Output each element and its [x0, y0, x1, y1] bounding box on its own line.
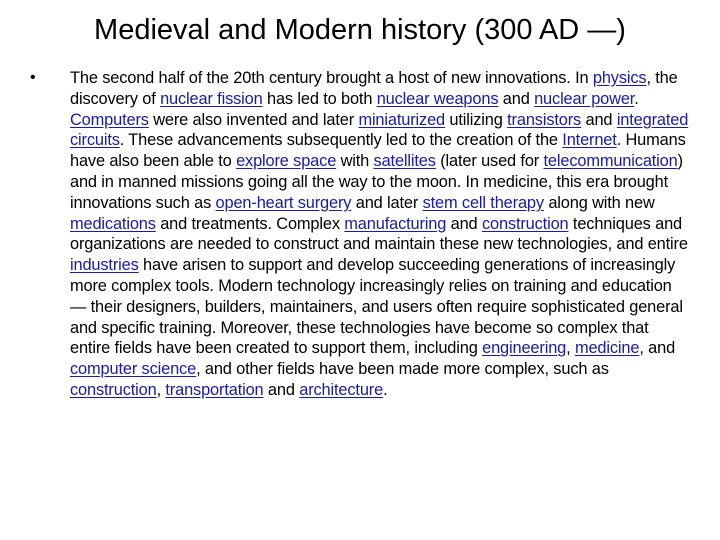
- hyperlink-integrated-circuits[interactable]: integrated circuits: [70, 110, 689, 150]
- paragraph-text: utilizing: [445, 110, 508, 129]
- paragraph-text: have arisen to support and develop succeeding generations of increasingly more complex tools. Modern technology increasingly relies on training and education — their designers, builders, maintainers, and users often require sophisticated general and specific training. Moreover, these technologies have become so complex that entire fields have been created to support them, including: [70, 256, 683, 358]
- hyperlink-medications[interactable]: medications: [70, 214, 156, 233]
- paragraph-text: ,: [566, 339, 575, 358]
- hyperlink-satellites[interactable]: satellites: [373, 152, 436, 171]
- hyperlink-nuclear-power[interactable]: nuclear power: [534, 89, 635, 108]
- paragraph-text: were also invented and later: [148, 110, 359, 129]
- paragraph-text: with: [336, 152, 374, 171]
- hyperlink-medicine[interactable]: medicine: [574, 339, 640, 358]
- paragraph-text: .: [383, 380, 388, 399]
- paragraph-text: , and: [639, 339, 676, 358]
- hyperlink-nuclear-weapons[interactable]: nuclear weapons: [376, 89, 499, 108]
- paragraph-text: along with new: [543, 193, 655, 212]
- hyperlink-miniaturized[interactable]: miniaturized: [358, 110, 446, 129]
- hyperlink-stem-cell-therapy[interactable]: stem cell therapy: [422, 193, 544, 212]
- hyperlink-transportation[interactable]: transportation: [165, 380, 264, 399]
- paragraph-text: .: [634, 89, 639, 108]
- hyperlink-telecommunication[interactable]: telecommunication: [543, 152, 678, 171]
- paragraph-text: and: [581, 110, 617, 129]
- hyperlink-explore-space[interactable]: explore space: [236, 152, 337, 171]
- hyperlink-internet[interactable]: Internet: [562, 131, 617, 150]
- paragraph-text: and: [263, 380, 300, 399]
- paragraph-text: . These advancements subsequently led to the creation of the: [119, 131, 563, 150]
- bullet-list: [30, 68, 690, 401]
- paragraph-text: (later used for: [435, 152, 544, 171]
- hyperlink-computer-science[interactable]: computer science: [70, 360, 197, 379]
- paragraph-text: and treatments. Complex: [155, 214, 345, 233]
- paragraph-text: and: [498, 89, 535, 108]
- hyperlink-construction[interactable]: construction: [70, 380, 157, 399]
- paragraph-text: . Humans have also been able to: [70, 131, 686, 171]
- paragraph-text: and later: [351, 193, 423, 212]
- hyperlink-physics[interactable]: physics: [592, 69, 647, 87]
- hyperlink-computers[interactable]: Computers: [70, 110, 149, 129]
- hyperlink-transistors[interactable]: transistors: [507, 110, 582, 129]
- hyperlink-nuclear-fission[interactable]: nuclear fission: [160, 89, 263, 108]
- paragraph-text: The second half of the 20th century brought a host of new innovations. In: [70, 69, 593, 87]
- paragraph-text: has led to both: [262, 89, 377, 108]
- hyperlink-open-heart-surgery[interactable]: open-heart surgery: [215, 193, 352, 212]
- hyperlink-industries[interactable]: industries: [70, 256, 139, 275]
- paragraph-text: ) and in manned missions going all the way to the moon. In medicine, this era brought innovations such as: [70, 152, 683, 212]
- bullet-marker: •: [30, 69, 36, 86]
- paragraph-text: and: [446, 214, 482, 233]
- hyperlink-manufacturing[interactable]: manufacturing: [344, 214, 447, 233]
- hyperlink-construction[interactable]: construction: [481, 214, 569, 233]
- hyperlink-architecture[interactable]: architecture: [299, 380, 384, 399]
- hyperlink-engineering[interactable]: engineering: [482, 339, 567, 358]
- paragraph-text: techniques and organizations are needed to construct and maintain these new technologies, and entire: [70, 214, 688, 254]
- slide-title: Medieval and Modern history (300 AD —): [94, 14, 626, 46]
- paragraph-text: ,: [156, 380, 166, 399]
- bullet-paragraph: [70, 68, 690, 401]
- paragraph-text: , the discovery of: [70, 69, 678, 108]
- paragraph-text: , and other fields have been made more complex, such as: [196, 360, 609, 379]
